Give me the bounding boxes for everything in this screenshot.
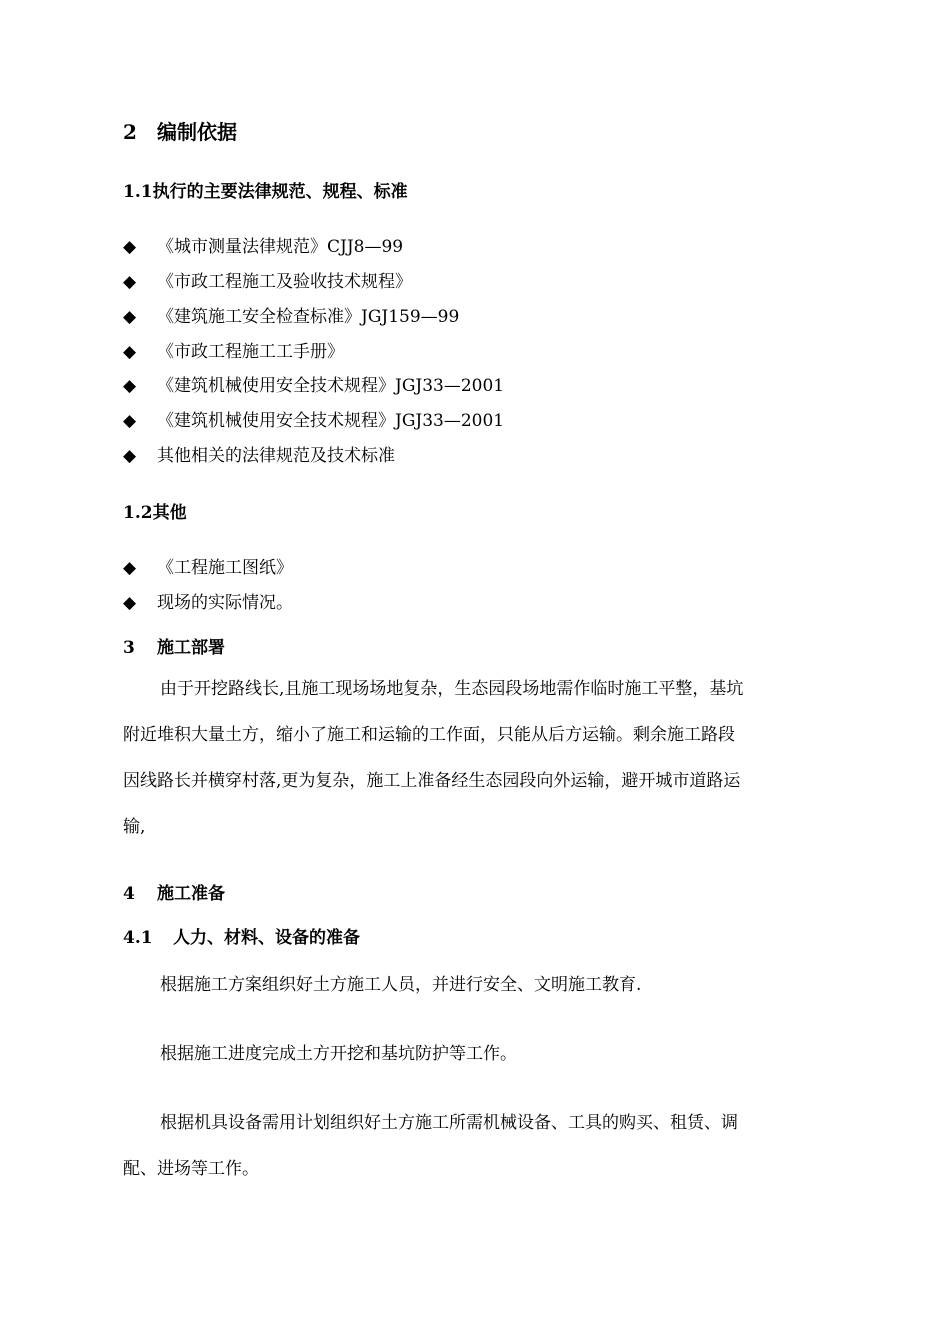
section-number: 4 — [123, 884, 135, 904]
section-4-1-heading — [123, 923, 360, 948]
paragraph-line: 输, — [123, 817, 146, 837]
list-item: ◆ 《城市测量法律规范》CJJ8—99 — [123, 237, 404, 257]
list-item: ◆ 《建筑机械使用安全技术规程》JGJ33—2001 — [123, 376, 505, 396]
list-item: ◆ 《建筑施工安全检查标准》JGJ159—99 — [123, 307, 460, 327]
section-title: 人力、材料、设备的准备 — [173, 928, 360, 948]
section-number: 2 — [123, 120, 137, 144]
paragraph-line: 根据机具设备需用计划组织好土方施工所需机械设备、工具的购买、租赁、调 — [160, 1113, 738, 1133]
section-3-heading — [123, 633, 225, 658]
section-2-heading — [123, 116, 237, 145]
list-item: ◆ 《市政工程施工及验收技术规程》 — [123, 272, 412, 292]
section-3-paragraph — [123, 666, 833, 850]
paragraph-line: 因线路长并横穿村落,更为复杂，施工上准备经生态园段向外运输，避开城市道路运 — [123, 771, 741, 791]
list-item: ◆ 《市政工程施工工手册》 — [123, 342, 344, 362]
section-number: 4.1 — [123, 928, 153, 948]
section-title: 施工准备 — [157, 884, 225, 904]
list-item: ◆ 《工程施工图纸》 — [123, 558, 293, 578]
diamond-bullet-icon: ◆ — [123, 558, 137, 578]
paragraph-line: 附近堆积大量土方，缩小了施工和运输的工作面，只能从后方运输。剩余施工路段 — [123, 725, 735, 745]
section-title: 施工部署 — [157, 638, 225, 658]
section-1-1-heading: 1.1执行的主要法律规范、规程、标准 — [123, 182, 408, 202]
section-number: 3 — [123, 638, 135, 658]
diamond-bullet-icon: ◆ — [123, 272, 137, 292]
diamond-bullet-icon: ◆ — [123, 376, 137, 396]
section-4-1-paragraph-1: 根据施工方案组织好土方施工人员，并进行安全、文明施工教育. — [160, 975, 642, 995]
diamond-bullet-icon: ◆ — [123, 446, 137, 466]
list-item: ◆ 现场的实际情况。 — [123, 593, 293, 613]
section-4-1-paragraph-3 — [123, 1100, 833, 1192]
section-1-2-heading: 1.2其他 — [123, 503, 187, 523]
diamond-bullet-icon: ◆ — [123, 307, 137, 327]
diamond-bullet-icon: ◆ — [123, 342, 137, 362]
diamond-bullet-icon: ◆ — [123, 411, 137, 431]
list-item: ◆ 《建筑机械使用安全技术规程》JGJ33—2001 — [123, 411, 505, 431]
list-item: ◆ 其他相关的法律规范及技术标准 — [123, 446, 395, 466]
section-4-1-paragraph-2: 根据施工进度完成土方开挖和基坑防护等工作。 — [160, 1044, 517, 1064]
diamond-bullet-icon: ◆ — [123, 593, 137, 613]
section-4-heading — [123, 879, 225, 904]
diamond-bullet-icon: ◆ — [123, 237, 137, 257]
paragraph-line: 配、进场等工作。 — [123, 1159, 259, 1179]
paragraph-line: 由于开挖路线长,且施工现场场地复杂，生态园段场地需作临时施工平整，基坑 — [160, 679, 744, 699]
section-title: 编制依据 — [157, 120, 237, 144]
